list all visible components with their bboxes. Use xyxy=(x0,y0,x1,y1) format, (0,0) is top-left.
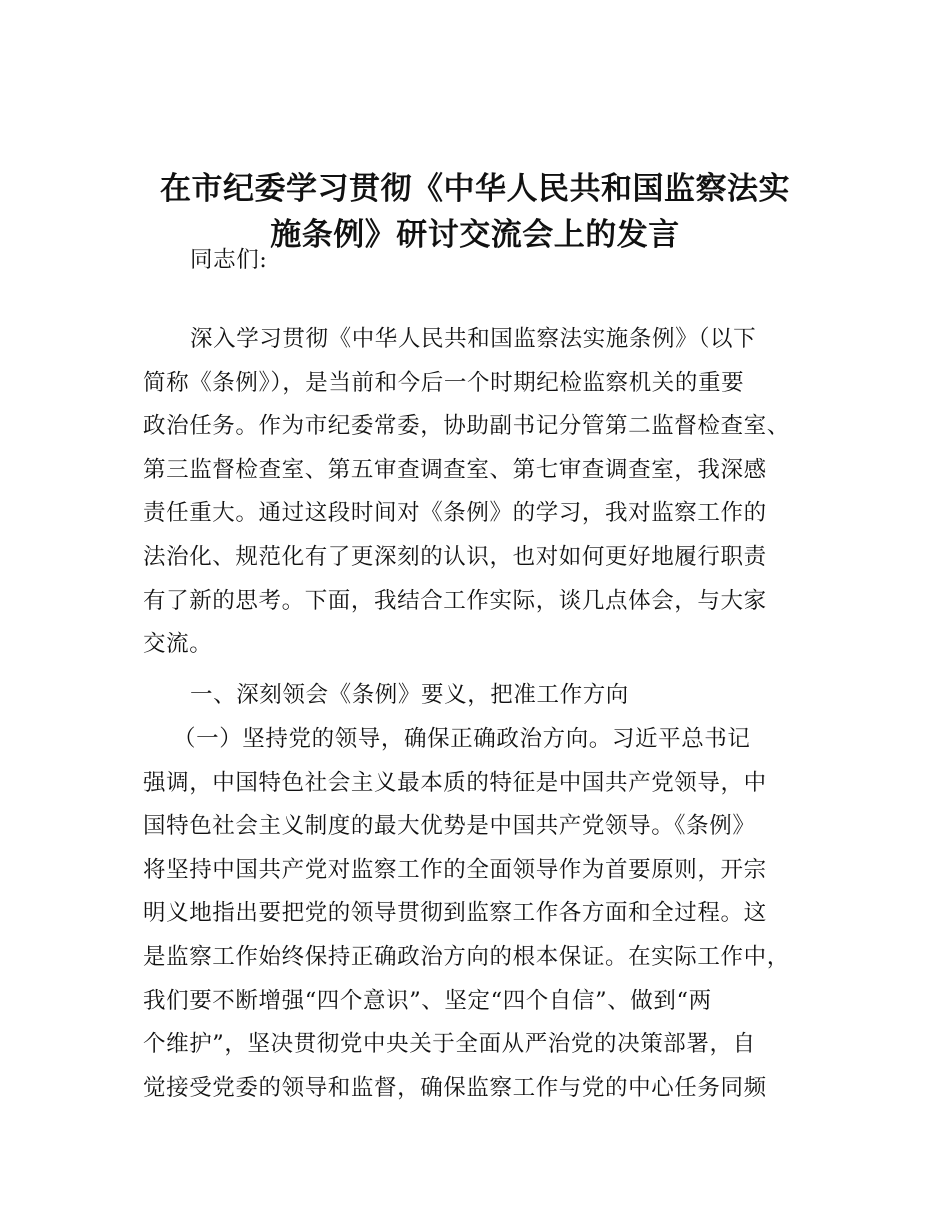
title-line: 施条例》研讨交流会上的发言 xyxy=(270,217,680,253)
paragraph-line: 深入学习贯彻《中华人民共和国监察法实施条例》（以下 xyxy=(190,326,757,352)
paragraph-line: 将坚持中国共产党对监察工作的全面领导作为首要原则，开宗 xyxy=(143,856,767,883)
intro-paragraph xyxy=(143,318,823,667)
paragraph-line: 第三监督检查室、第五审查调查室、第七审查调查室，我深感 xyxy=(143,456,767,483)
paragraph-line: 国特色社会主义制度的最大优势是中国共产党领导。《条例》 xyxy=(143,813,756,840)
paragraph-line: （一）坚持党的领导，确保正确政治方向。习近平总书记 xyxy=(173,726,751,752)
paragraph-line: 是监察工作始终保持正确政治方向的根本保证。在实际工作中， xyxy=(143,943,790,970)
salutation: 同志们: xyxy=(190,247,268,273)
paragraph-line: 责任重大。通过这段时间对《条例》的学习，我对监察工作的 xyxy=(143,500,767,527)
paragraph-line: 法治化、规范化有了更深刻的认识，也对如何更好地履行职责 xyxy=(143,543,767,570)
paragraph-line: 觉接受党委的领导和监督，确保监察工作与党的中心任务同频 xyxy=(143,1074,767,1101)
paragraph-line: 简称《条例》），是当前和今后一个时期纪检监察机关的重要 xyxy=(143,369,745,396)
subsection-paragraph xyxy=(143,718,823,1110)
title-line: 在市纪委学习贯彻《中华人民共和国监察法实 xyxy=(160,171,790,207)
paragraph-line: 我们要不断增强“四个意识”、坚定“四个自信”、做到“两 xyxy=(143,987,712,1014)
section-heading: 一、深刻领会《条例》要义，把准工作方向 xyxy=(190,682,629,708)
paragraph-line: 政治任务。作为市纪委常委，协助副书记分管第二监督检查室、 xyxy=(143,413,790,440)
paragraph-line: 个维护”，坚决贯彻党中央关于全面从严治党的决策部署，自 xyxy=(143,1031,756,1058)
paragraph-line: 交流。 xyxy=(143,631,213,658)
paragraph-line: 明义地指出要把党的领导贯彻到监察工作各方面和全过程。这 xyxy=(143,900,767,927)
paragraph-line: 强调，中国特色社会主义最本质的特征是中国共产党领导，中 xyxy=(143,769,767,796)
section-heading-block xyxy=(143,674,823,718)
salutation-block xyxy=(143,239,823,283)
paragraph-line: 有了新的思考。下面，我结合工作实际，谈几点体会，与大家 xyxy=(143,587,767,614)
